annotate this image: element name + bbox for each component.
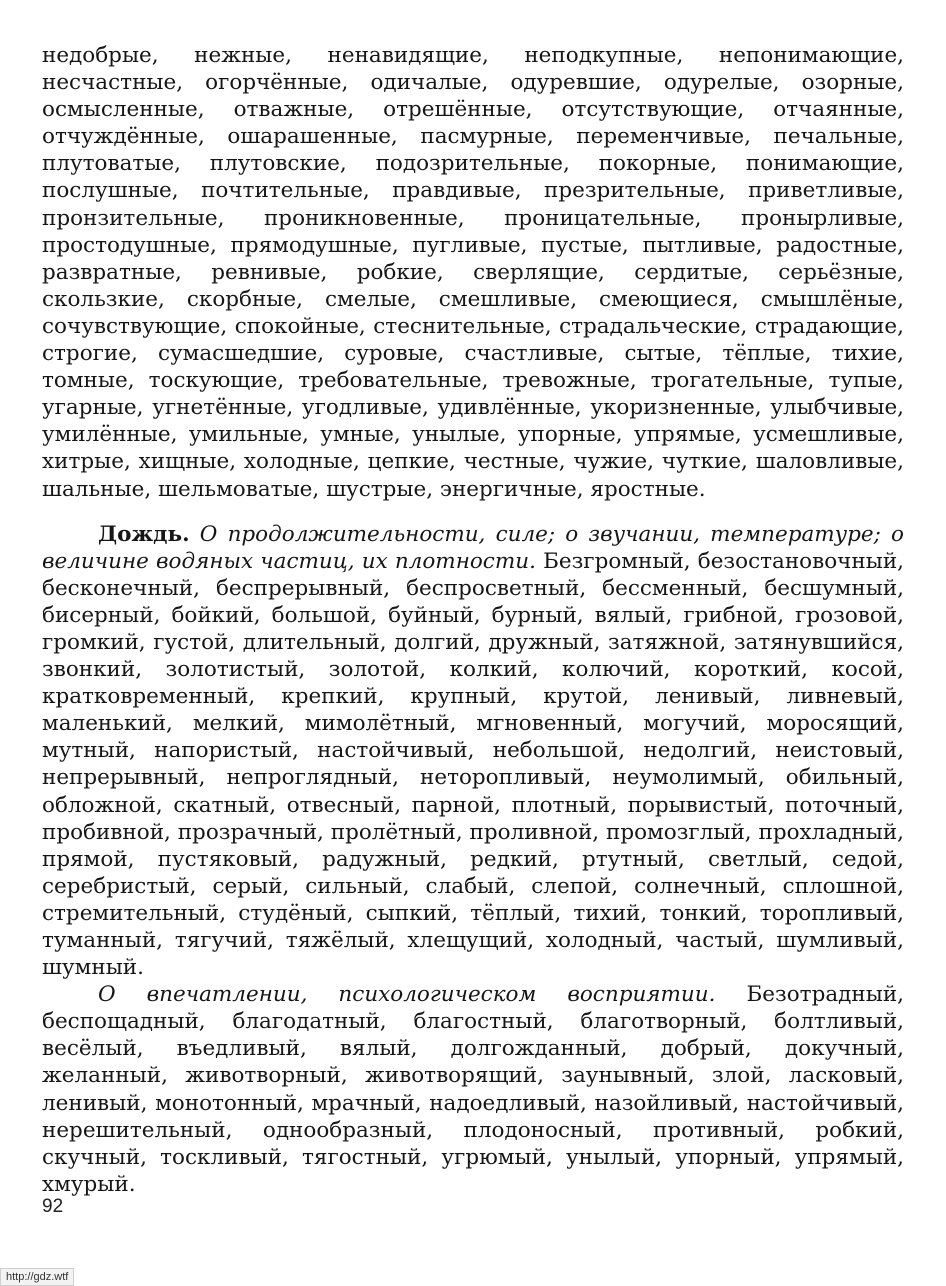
watermark-link[interactable]: http://gdz.wtf: [0, 1268, 74, 1286]
rain-topic-description: О продолжительности, силе; о звучании, температуре; о величине водяных частиц, их плотности.: [42, 521, 904, 574]
page-number: 92: [42, 1196, 64, 1217]
rain-section-paragraph: [42, 521, 904, 982]
page-body: [42, 42, 904, 1198]
rain-adjectives-list: Безгромный, безостановочный, бесконечный, беспрерывный, беспросветный, бессменный, бесшумный, бисерный, бойкий, большой, буйный, бурный, вялый, грибной, грозовой, громкий, густой, длительный, долгий, дружный, затяжной, затянувшийся, звонкий, золотистый, золотой, колкий, колючий, короткий, косой, кратковременный, крепкий, крупный, крутой, ленивый, ливневый, маленький, мелкий, мимолётный, мгновенный, могучий, моросящий, мутный, напористый, настойчивый, небольшой, недолгий, неистовый, непрерывный, непроглядный, неторопливый, неумолимый, обильный, обложной, скатный, отвесный, парной, плотный, порывистый, поточный, пробивной, прозрачный, пролётный, проливной, промозглый, прохладный, прямой, пустяковый, радужный, редкий, ртутный, светлый, седой, серебристый, серый, сильный, слабый, слепой, солнечный, сплошной, стремительный, студёный, сыпкий, тёплый, тихий, тонкий, торопливый, туманный, тягучий, тяжёлый, хлещущий, холодный, частый, шумливый, шумный.: [42, 548, 904, 981]
impression-topic-description: О впечатлении, психологическом восприятии.: [98, 982, 716, 1008]
section-heading-rain: Дождь.: [98, 521, 190, 547]
impression-adjectives-list: Безотрадный, беспощадный, благодатный, благостный, благотворный, болтливый, весёлый, въедливый, вялый, долгожданный, добрый, докучный, желанный, животворный, животворящий, заунывный, злой, ласковый, ленивый, монотонный, мрачный, надоедливый, назойливый, настойчивый, нерешительный, однообразный, плодоносный, противный, робкий, скучный, тоскливый, тягостный, угрюмый, унылый, упорный, упрямый, хмурый.: [42, 982, 904, 1197]
continuation-paragraph: недобрые, нежные, ненавидящие, неподкупные, непонимающие, несчастные, огорчённые, одичалые, одуревшие, одурелые, озорные, осмысленные, отважные, отрешённые, отсутствующие, отчаянные, отчуждённые, ошарашенные, пасмурные, переменчивые, печальные, плутоватые, плутовские, подозрительные, покорные, понимающие, послушные, почтительные, правдивые, презрительные, приветливые, пронзительные, проникновенные, проницательные, пронырливые, простодушные, прямодушные, пугливые, пустые, пытливые, радостные, развратные, ревнивые, робкие, сверлящие, сердитые, серьёзные, скользкие, скорбные, смелые, смешливые, смеющиеся, смышлёные, сочувствующие, спокойные, стеснительные, страдальческие, страдающие, строгие, сумасшедшие, суровые, счастливые, сытые, тёплые, тихие, томные, тоскующие, требовательные, тревожные, трогательные, тупые, угарные, угнетённые, угодливые, удивлённые, укоризненные, улыбчивые, умилённые, умильные, умные, унылые, упорные, упрямые, усмешливые, хитрые, хищные, холодные, цепкие, честные, чужие, чуткие, шаловливые, шальные, шельмоватые, шустрые, энергичные, яростные.: [42, 43, 904, 502]
impression-section-paragraph: [42, 981, 904, 1198]
